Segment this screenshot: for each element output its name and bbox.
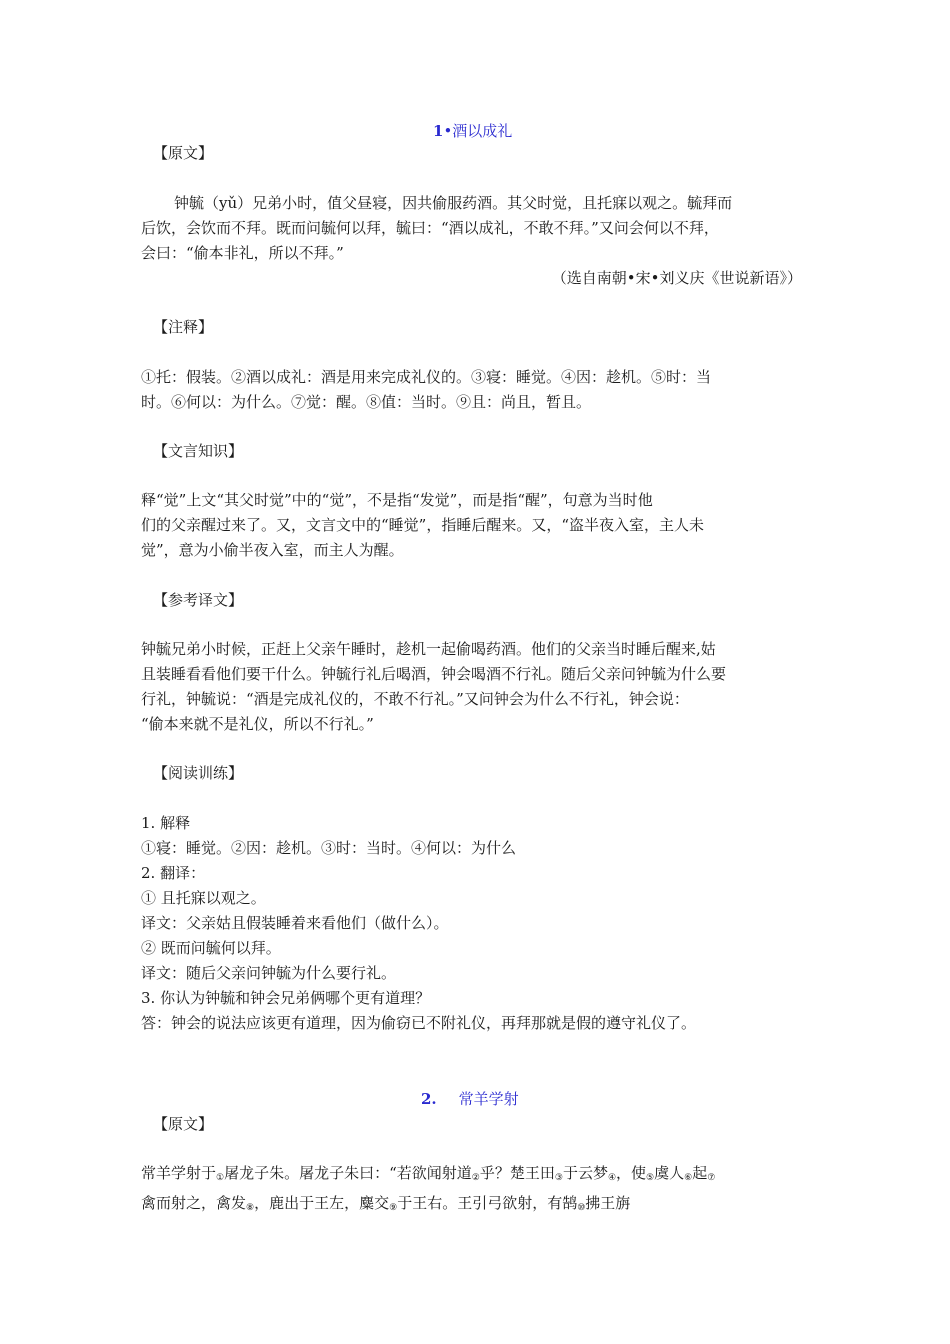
paragraph-line: 释“觉”上文“其父时觉”中的“觉”，不是指“发觉”，而是指“醒”，句意为当时他 bbox=[141, 491, 653, 509]
section1-zhushi-heading: 【注释】 bbox=[153, 318, 214, 336]
paragraph-line: 且装睡看看他们要干什么。钟毓行礼后喝酒，钟会喝酒不行礼。随后父亲问钟毓为什么要 bbox=[141, 665, 727, 683]
note-marker: ⑥ bbox=[684, 1173, 693, 1183]
paragraph-line: 觉”，意为小偷半夜入室，而主人为醒。 bbox=[141, 541, 404, 559]
text-run: ，使 bbox=[616, 1164, 647, 1182]
note-marker: ⑨ bbox=[389, 1203, 398, 1213]
exercise-line: 3. 你认为钟毓和钟会兄弟俩哪个更有道理？ bbox=[141, 989, 431, 1007]
exercise-line: 译文：父亲姑且假装睡着来看他们（做什么）。 bbox=[141, 914, 449, 932]
exercise-line: 译文：随后父亲问钟毓为什么要行礼。 bbox=[141, 964, 397, 982]
exercise-line: ② 既而问毓何以拜。 bbox=[141, 939, 281, 957]
note-marker: ④ bbox=[607, 1173, 617, 1183]
exercise-line: ① 且托寐以观之。 bbox=[141, 889, 266, 907]
section1-xunlian-text bbox=[141, 811, 821, 1036]
section2-yuanwen-text bbox=[141, 1161, 821, 1221]
paragraph-line: 后饮，会饮而不拜。既而问毓何以拜，毓曰：“酒以成礼，不敢不拜。”又问会何以不拜， bbox=[141, 219, 719, 237]
text-run: 常羊学射于 bbox=[141, 1164, 217, 1182]
section1-zhishi-heading: 【文言知识】 bbox=[153, 442, 244, 460]
section1-title-number: 1 bbox=[433, 122, 444, 140]
section1-yuanwen-heading: 【原文】 bbox=[153, 144, 214, 162]
text-run: ，鹿出于王左，麋交 bbox=[254, 1194, 390, 1212]
paragraph-line: 时。⑥何以：为什么。⑦觉：醒。⑧值：当时。⑨且：尚且，暂且。 bbox=[141, 393, 592, 411]
section2-title-text: 常羊学射 bbox=[458, 1090, 519, 1108]
text-run: 起 bbox=[692, 1164, 708, 1182]
note-marker: ⑧ bbox=[246, 1203, 255, 1213]
paragraph-line: “偷本来就不是礼仪，所以不行礼。” bbox=[141, 715, 374, 733]
section1-zhishi-text bbox=[141, 488, 821, 563]
paragraph-line bbox=[141, 1161, 821, 1191]
exercise-line: 答：钟会的说法应该更有道理，因为偷窃已不附礼仪，再拜那就是假的遵守礼仪了。 bbox=[141, 1014, 697, 1032]
section1-title-text: •酒以成礼 bbox=[443, 122, 513, 140]
note-marker: ③ bbox=[554, 1173, 563, 1183]
text-run: 于王右。王引弓欲射，有鹄 bbox=[397, 1194, 578, 1212]
text-run: 于云梦 bbox=[562, 1164, 608, 1182]
note-marker: ⑦ bbox=[707, 1173, 716, 1183]
section1-xunlian-heading: 【阅读训练】 bbox=[153, 764, 244, 782]
section1-yiwen-text bbox=[141, 637, 821, 737]
paragraph-line: 钟毓兄弟小时候，正赶上父亲午睡时，趁机一起偷喝药酒。他们的父亲当时睡后醒来,姑 bbox=[141, 640, 716, 658]
note-marker: ② bbox=[471, 1173, 480, 1183]
paragraph-line: 会曰：“偷本非礼，所以不拜。” bbox=[141, 244, 344, 262]
section1-zhushi-text bbox=[141, 365, 821, 415]
section2-title bbox=[421, 1088, 519, 1109]
note-marker: ⑤ bbox=[646, 1173, 655, 1183]
section2-title-number: 2. bbox=[421, 1090, 437, 1108]
section1-yuanwen-text bbox=[141, 191, 821, 266]
note-marker: ⑩ bbox=[577, 1203, 586, 1213]
paragraph-line: 行礼，钟毓说：“酒是完成礼仪的，不敢不行礼。”又问钟会为什么不行礼，钟会说： bbox=[141, 690, 689, 708]
exercise-line: 2. 翻译： bbox=[141, 864, 206, 882]
section1-yiwen-heading: 【参考译文】 bbox=[153, 591, 244, 609]
exercise-line: 1. 解释 bbox=[141, 814, 191, 832]
text-run: 拂王旃 bbox=[585, 1194, 631, 1212]
exercise-line: ①寝：睡觉。②因：趁机。③时：当时。④何以：为什么 bbox=[141, 839, 517, 857]
text-run: 乎？楚王田 bbox=[479, 1164, 555, 1182]
paragraph-line: 钟毓（yǔ）兄弟小时，值父昼寝，因共偷服药酒。其父时觉，且托寐以观之。毓拜而 bbox=[174, 194, 733, 212]
paragraph-line: ①托：假装。②酒以成礼：酒是用来完成礼仪的。③寝：睡觉。④因：趁机。⑤时：当 bbox=[141, 368, 712, 386]
text-run: 虞人 bbox=[654, 1164, 685, 1182]
text-run: 禽而射之，禽发 bbox=[141, 1194, 247, 1212]
section1-title bbox=[433, 120, 512, 141]
text-run: 屠龙子朱。屠龙子朱曰：“若欲闻射道 bbox=[224, 1164, 472, 1182]
section2-yuanwen-heading: 【原文】 bbox=[153, 1115, 214, 1133]
note-marker: ① bbox=[216, 1173, 225, 1183]
paragraph-line bbox=[141, 1191, 821, 1221]
paragraph-line: 们的父亲醒过来了。又，文言文中的“睡觉”，指睡后醒来。又，“盗半夜入室，主人未 bbox=[141, 516, 705, 534]
source-citation: （选自南朝•宋•刘义庆《世说新语》） bbox=[551, 269, 802, 287]
